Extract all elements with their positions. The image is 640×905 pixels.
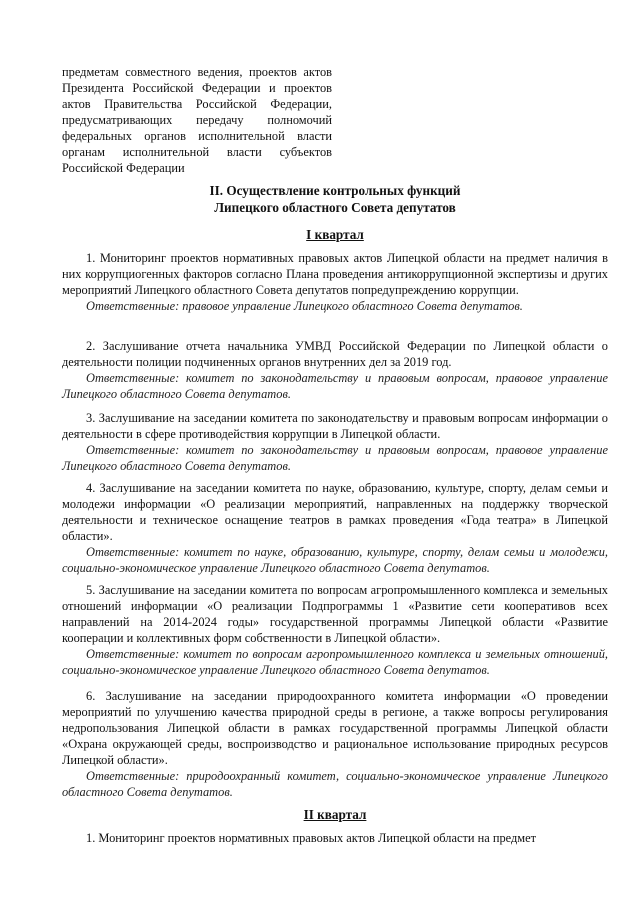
intro-line: Российской Федерации (62, 161, 185, 175)
intro-line: предметам совместного ведения, проектов актов (62, 65, 332, 79)
item-text: 4. Заслушивание на заседании комитета по науке, образованию, культуре, спорту, делам семьи и молодежи информации «О реализации мероприятий, направленных на поддержку творческой деятельности и техническое оснащение театров в рамках проведения «Года театра» в Липецкой области». (62, 481, 608, 543)
item-responsible: Ответственные: правовое управление Липецкого областного Совета депутатов. (86, 299, 523, 313)
quarter-2-heading: II квартал (303, 807, 367, 822)
section-title (62, 182, 608, 216)
item-text: 2. Заслушивание отчета начальника УМВД Российской Федерации по Липецкой области о деятельности полиции подчиненных органов внутренних дел за 2019 год. (62, 339, 608, 369)
item-responsible: Ответственные: природоохранный комитет, социально-экономическое управление Липецкого областного Совета депутатов. (62, 769, 608, 799)
item-text: 6. Заслушивание на заседании природоохранного комитета информации «О проведении мероприятий по улучшению качества природной среды в регионе, а также вопросы регулирования недропользования Липецкой области в рамках государственной программы Липецкой области «Охрана окружающей среды, воспроизводство и рациональное использование природных ресурсов Липецкой области». (62, 689, 608, 767)
section-title-line: Липецкого областного Совета депутатов (214, 200, 456, 215)
quarter-1-heading: I квартал (306, 227, 364, 242)
plan-item-1 (62, 250, 608, 314)
plan-item-6 (62, 688, 608, 800)
intro-line: органам исполнительной власти субъектов (62, 145, 332, 159)
item-responsible: Ответственные: комитет по законодательству и правовым вопросам, правовое управление Липецкого областного Совета депутатов. (62, 371, 608, 401)
item-text: 1. Мониторинг проектов нормативных правовых актов Липецкой области на предмет наличия в них коррупциогенных факторов согласно Плана проведения антикоррупционной экспертизы и других мероприятий Липецкого областного Совета депутатов попредупреждению коррупции. (62, 251, 608, 297)
plan-item-5 (62, 582, 608, 678)
item-text: 5. Заслушивание на заседании комитета по вопросам агропромышленного комплекса и земельных отношений информации «О реализации Подпрограммы 1 «Развитие сети кооперативов всех направлений на 2014-2024 годы» государственной программы Липецкой области «Развитие кооперации и коллективных форм собственности в Липецкой области». (62, 583, 608, 645)
plan-item-q2-1 (62, 830, 608, 846)
intro-line: федеральных органов исполнительной власти (62, 129, 332, 143)
item-text: 1. Мониторинг проектов нормативных правовых актов Липецкой области на предмет (86, 831, 537, 845)
plan-item-4 (62, 480, 608, 576)
intro-paragraph (62, 64, 332, 176)
section-title-line: II. Осуществление контрольных функций (209, 183, 461, 198)
intro-line: Президента Российской Федерации и проектов (62, 81, 332, 95)
item-responsible: Ответственные: комитет по науке, образованию, культуре, спорту, делам семьи и молодежи, социально-экономическое управление Липецкого областного Совета депутатов. (62, 545, 608, 575)
plan-item-3 (62, 410, 608, 474)
plan-item-2 (62, 338, 608, 402)
item-responsible: Ответственные: комитет по законодательству и правовым вопросам, правовое управление Липецкого областного Совета депутатов. (62, 443, 608, 473)
item-responsible: Ответственные: комитет по вопросам агропромышленного комплекса и земельных отношений, социально-экономическое управление Липецкого областного Совета депутатов. (62, 647, 608, 677)
item-text: 3. Заслушивание на заседании комитета по законодательству и правовым вопросам информации о деятельности в сфере противодействия коррупции в Липецкой области. (62, 411, 608, 441)
intro-line: предусматривающих передачу полномочий (62, 113, 332, 127)
intro-line: актов Правительства Российской Федерации, (62, 97, 332, 111)
